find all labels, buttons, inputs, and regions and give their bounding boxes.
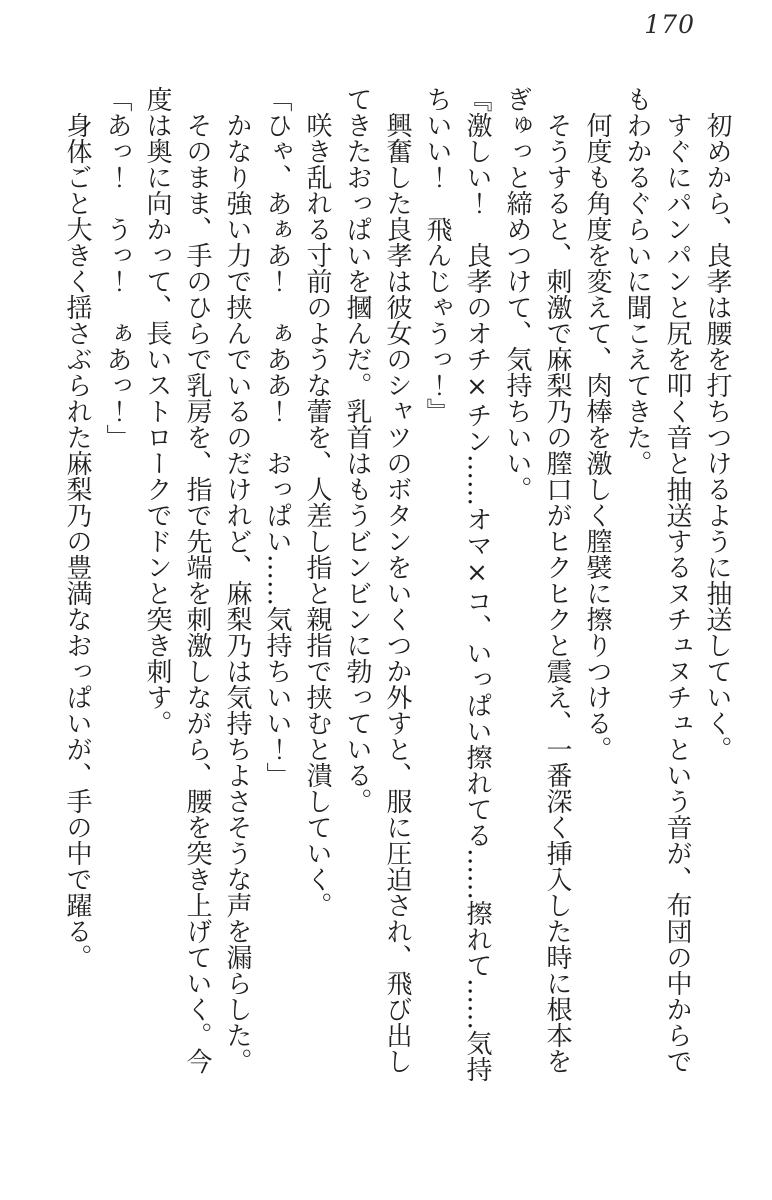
- text-column: 興奮した良孝は彼女のシャツのボタンをいくつか外すと、服に圧迫され、飛び出し: [382, 86, 412, 1074]
- text-column: てきたおっぱいを摑んだ。乳首はもうビンビンに勃っている。: [342, 86, 372, 814]
- text-column: 身体ごと大きく揺さぶられた麻梨乃の豊満なおっぱいが、手の中で躍る。: [62, 86, 92, 970]
- text-column: 『激しい！ 良孝のオチ×チン……オマ×コ、いっぱい擦れてる……擦れて……気持: [462, 86, 492, 1082]
- text-column: そのまま、手のひらで乳房を、指で先端を刺激しながら、腰を突き上げていく。今: [182, 86, 212, 1074]
- text-column: ちいい！ 飛んじゃうっ！』: [422, 86, 452, 424]
- text-column: 咲き乱れる寸前のような蕾を、人差し指と親指で挟むと潰していく。: [302, 86, 332, 918]
- text-column: 「ひゃ、あぁあ！ ぁああ！ おっぱい……気持ちいい！」: [262, 86, 292, 788]
- page-number: 170: [644, 10, 695, 39]
- text-column: 「あっ！ うっ！ ぁあっ！」: [102, 86, 132, 450]
- text-column: 何度も角度を変えて、肉棒を激しく膣襞に擦りつける。: [582, 86, 612, 762]
- text-column: 度は奥に向かって、長いストロークでドンと突き刺す。: [142, 86, 172, 736]
- text-column: かなり強い力で挟んでいるのだけれど、麻梨乃は気持ちよさそうな声を漏らした。: [222, 86, 252, 1074]
- text-column: すぐにパンパンと尻を叩く音と抽送するヌチュヌチュという音が、布団の中からで: [662, 86, 692, 1074]
- page-text: [57, 86, 737, 1098]
- text-column: もわかるぐらいに聞こえてきた。: [622, 86, 652, 476]
- text-column: ぎゅっと締めつけて、気持ちいい。: [502, 86, 532, 502]
- text-column: 初めから、良孝は腰を打ちつけるように抽送していく。: [702, 86, 732, 762]
- text-column: そうすると、刺激で麻梨乃の膣口がヒクヒクと震え、一番深く挿入した時に根本を: [542, 86, 572, 1074]
